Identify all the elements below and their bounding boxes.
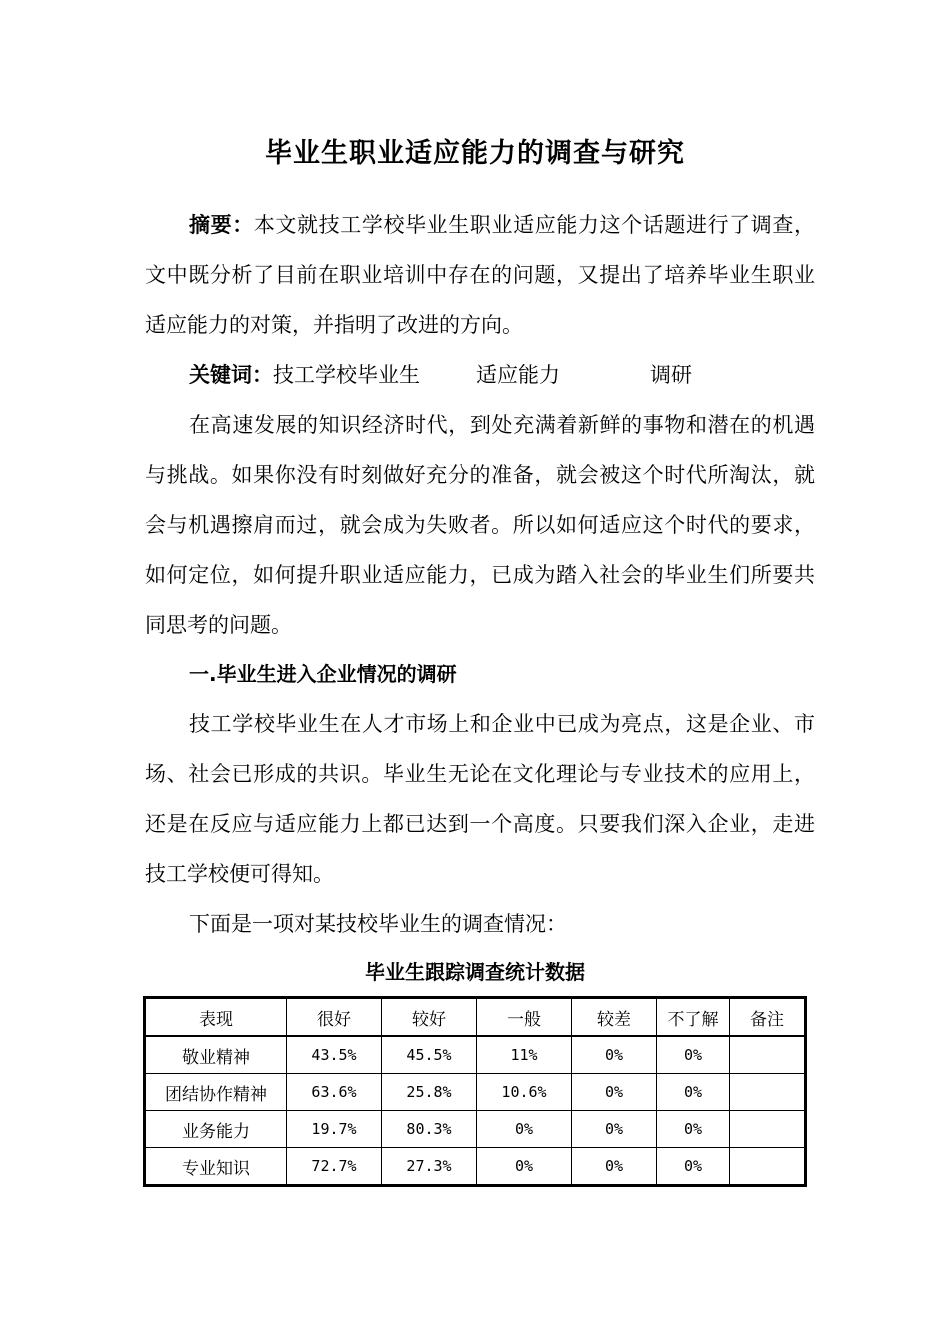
keyword-1: 技工学校毕业生 [273, 363, 420, 387]
table-header-row [145, 998, 806, 1037]
table-cell: 0% [572, 1074, 657, 1111]
table-row [145, 1148, 806, 1186]
table-cell: 10.6% [477, 1074, 572, 1111]
table-header-cell: 表现 [145, 998, 287, 1037]
table-cell: 专业知识 [145, 1148, 287, 1186]
table-cell: 27.3% [382, 1148, 477, 1186]
keyword-2: 适应能力 [476, 363, 560, 387]
table-cell: 19.7% [287, 1111, 382, 1148]
table-header-cell: 备注 [730, 998, 806, 1037]
table-header-cell: 一般 [477, 998, 572, 1037]
document-title: 毕业生职业适应能力的调查与研究 [265, 138, 685, 169]
table-cell: 25.8% [382, 1074, 477, 1111]
table-cell: 43.5% [287, 1036, 382, 1074]
table-cell: 0% [477, 1111, 572, 1148]
table-header-cell: 不了解 [657, 998, 730, 1037]
table-cell [730, 1074, 806, 1111]
keywords-line [145, 350, 815, 400]
table-cell: 团结协作精神 [145, 1074, 287, 1111]
table-cell: 0% [657, 1148, 730, 1186]
table-row [145, 1111, 806, 1148]
table-row [145, 1036, 806, 1074]
table-cell: 0% [657, 1111, 730, 1148]
table-row [145, 1074, 806, 1111]
section1-paragraph: 技工学校毕业生在人才市场上和企业中已成为亮点，这是企业、市场、社会已形成的共识。毕业生无论在文化理论与专业技术的应用上，还是在反应与适应能力上都已达到一个高度。只要我们深入企业，走进技工学校便可得知。 [145, 712, 815, 886]
table-cell: 业务能力 [145, 1111, 287, 1148]
abstract-label: 摘要： [189, 213, 254, 237]
keywords-label: 关键词： [189, 363, 273, 387]
abstract-paragraph [145, 200, 815, 350]
table-title: 毕业生跟踪调查统计数据 [365, 960, 585, 984]
table-cell: 0% [477, 1148, 572, 1186]
table-cell: 0% [572, 1036, 657, 1074]
survey-intro: 下面是一项对某技校毕业生的调查情况： [189, 912, 567, 936]
keyword-3: 调研 [650, 363, 692, 387]
table-cell: 11% [477, 1036, 572, 1074]
table-cell: 80.3% [382, 1111, 477, 1148]
table-header-cell: 很好 [287, 998, 382, 1037]
table-cell: 0% [657, 1074, 730, 1111]
table-header-cell: 较好 [382, 998, 477, 1037]
table-cell: 72.7% [287, 1148, 382, 1186]
table-cell [730, 1148, 806, 1186]
table-cell [730, 1036, 806, 1074]
table-cell: 0% [572, 1148, 657, 1186]
table-cell: 敬业精神 [145, 1036, 287, 1074]
table-header-cell: 较差 [572, 998, 657, 1037]
abstract-text: 本文就技工学校毕业生职业适应能力这个话题进行了调查，文中既分析了目前在职业培训中存在的问题，又提出了培养毕业生职业适应能力的对策，并指明了改进的方向。 [145, 213, 816, 337]
stats-table [143, 996, 807, 1187]
section-heading: 一.毕业生进入企业情况的调研 [189, 662, 457, 686]
table-cell: 63.6% [287, 1074, 382, 1111]
table-cell: 0% [657, 1036, 730, 1074]
intro-paragraph: 在高速发展的知识经济时代，到处充满着新鲜的事物和潜在的机遇与挑战。如果你没有时刻做好充分的准备，就会被这个时代所淘汰，就会与机遇擦肩而过，就会成为失败者。所以如何适应这个时代的要求，如何定位，如何提升职业适应能力，已成为踏入社会的毕业生们所要共同思考的问题。 [145, 413, 815, 637]
table-cell: 45.5% [382, 1036, 477, 1074]
table-cell: 0% [572, 1111, 657, 1148]
table-cell [730, 1111, 806, 1148]
